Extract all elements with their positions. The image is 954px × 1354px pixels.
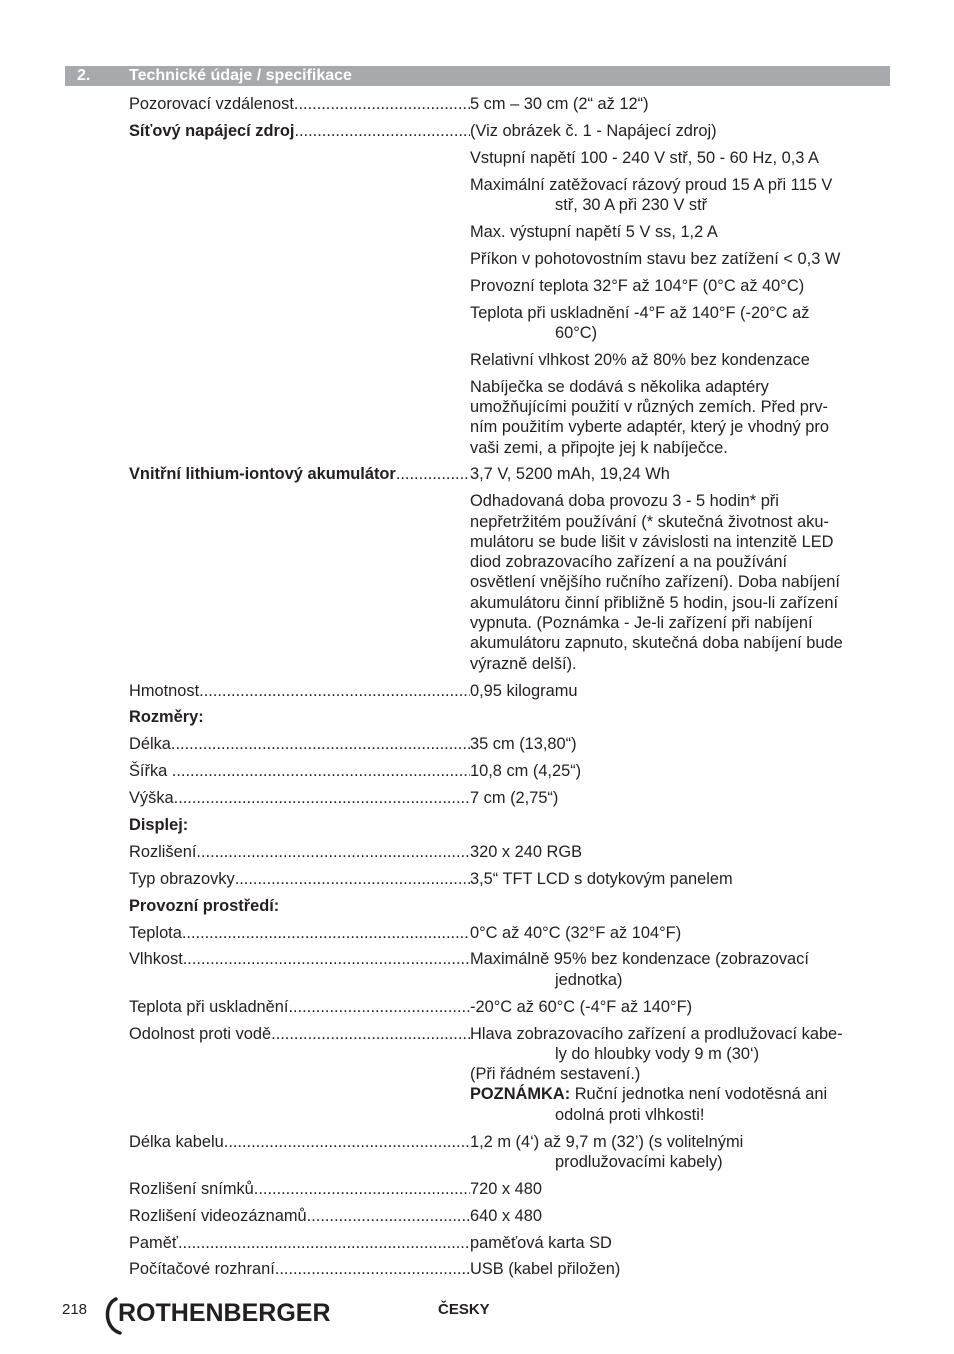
- spec-row-rozliseni: [129, 842, 891, 862]
- spec-label: Pozorovací vzdálenost: [129, 95, 294, 113]
- spec-row-hmotnost: [129, 681, 891, 701]
- section-heading-rozmery: Rozměry:: [129, 708, 204, 727]
- spec-label: Šířka .: [129, 762, 177, 781]
- spec-label: Typ obrazovky: [129, 869, 235, 888]
- spec-label: Teplota: [129, 923, 182, 942]
- spec-value-cont: prodlužovacími kabely): [555, 1152, 723, 1171]
- spec-row-teplota: [129, 923, 891, 943]
- spec-row-rozliseni-snimku: [129, 1179, 891, 1199]
- spec-row-delka: [129, 734, 891, 754]
- spec-label: Délka kabelu: [129, 1132, 224, 1151]
- spec-row-sitovy: [129, 121, 891, 458]
- spec-label: Vnitřní lithium-iontový akumulátor: [129, 465, 396, 484]
- spec-value: -20°C až 60°C (-4°F až 140°F): [470, 997, 693, 1016]
- warning-note: [470, 1084, 891, 1104]
- spec-value: USB (kabel přiložen): [470, 1260, 621, 1279]
- spec-row-vlhkost: [129, 949, 891, 990]
- spec-row-vyska: [129, 788, 891, 808]
- spec-label: Teplota při uskladnění: [129, 997, 289, 1016]
- spec-row-odolnost: [129, 1024, 891, 1125]
- spec-label: Paměť: [129, 1233, 178, 1252]
- note-text: Ruční jednotka není vodotěsná ani: [570, 1085, 828, 1104]
- spec-value: 720 x 480: [470, 1179, 542, 1198]
- spec-value: paměťová karta SD: [470, 1233, 612, 1252]
- spec-label: Vlhkost: [129, 950, 183, 969]
- spec-label: Síťový napájecí zdroj: [129, 121, 295, 140]
- sub-item: Vstupní napětí 100 - 240 V stř, 50 - 60 Hz, 0,3 A: [470, 148, 819, 167]
- spec-value-cont: jednotka): [555, 970, 623, 989]
- spec-value: 3,7 V, 5200 mAh, 19,24 Wh: [470, 465, 670, 484]
- spec-row-pozorovaci: [129, 94, 891, 114]
- spec-label: Rozlišení: [129, 842, 197, 861]
- spec-value: 7 cm (2,75“): [470, 789, 559, 808]
- spec-row-teplota-uskladneni: [129, 997, 891, 1017]
- sub-item: Teplota při uskladnění -4°F až 140°F (-20°C až 60°C): [470, 303, 810, 342]
- brand-name: ROTHENBERGER: [118, 1299, 331, 1327]
- spec-value: 0°C až 40°C (32°F až 104°F): [470, 923, 682, 942]
- spec-value-cont: ly do hloubky vody 9 m (30‘): [555, 1044, 760, 1063]
- spec-row-rozliseni-video: [129, 1206, 891, 1226]
- page-number: 218: [62, 1301, 88, 1318]
- sub-item: Provozní teplota 32°F až 104°F (0°C až 40°C): [470, 276, 805, 295]
- spec-value: 10,8 cm (4,25“): [470, 762, 582, 781]
- spec-value: 35 cm (13,80“): [470, 735, 577, 754]
- spec-value: Hlava zobrazovacího zařízení a prodlužovací kabe-: [470, 1024, 843, 1043]
- section-title: Technické údaje / specifikace: [129, 67, 352, 84]
- spec-label: Výška: [129, 789, 174, 808]
- spec-value: 1,2 m (4‘) až 9,7 m (32’) (s volitelnými: [470, 1132, 744, 1151]
- spec-value: 640 x 480: [470, 1206, 542, 1225]
- sub-item: Příkon v pohotovostním stavu bez zatížení < 0,3 W: [470, 249, 841, 268]
- spec-label: Rozlišení videozáznamů: [129, 1206, 307, 1225]
- spec-value: 0,95 kilogramu: [470, 681, 578, 700]
- spec-row-akumulator: [129, 464, 891, 674]
- spec-value: 3,5“ TFT LCD s dotykovým panelem: [470, 869, 733, 888]
- spec-label: Hmotnost: [129, 681, 200, 700]
- spec-value: 320 x 240 RGB: [470, 842, 583, 861]
- spec-row-typ-obrazovky: [129, 869, 891, 889]
- spec-value: (Viz obrázek č. 1 - Napájecí zdroj): [470, 121, 717, 140]
- spec-row-delka-kabelu: [129, 1132, 891, 1173]
- sub-item: Max. výstupní napětí 5 V ss, 1,2 A: [470, 222, 718, 241]
- spec-label: Rozlišení snímků: [129, 1179, 254, 1198]
- note-label: POZNÁMKA:: [470, 1085, 571, 1104]
- section-header: [65, 66, 890, 86]
- spec-value-note: (Při řádném sestavení.): [470, 1065, 641, 1084]
- section-heading-displej: Displej:: [129, 816, 189, 834]
- spec-row-pamet: [129, 1233, 891, 1253]
- page-footer: [0, 1296, 954, 1336]
- adapter-paragraph: Nabíječka se dodává s několika adaptéry umožňujícími použití v různých zemích. Před prv- ním použitím vyberte adaptér, který je vhodný pro vaši zemi, a připojte jej k nabíječce.: [470, 377, 829, 457]
- spec-row-sirka: [129, 761, 891, 781]
- sub-item: Maximální zatěžovací rázový proud 15 A při 115 V stř, 30 A při 230 V stř: [470, 175, 833, 214]
- spec-list: [129, 94, 891, 1286]
- battery-paragraph: Odhadovaná doba provozu 3 - 5 hodin* při nepřetržitém používání (* skutečná životnost aku- mulátoru se bude lišit v závislosti na intenzitě LED diod zobrazovacího zařízení a na používání osvětlení vnějšího ručního zařízení). Doba nabíjení akumulátoru činní přibližně 5 hodin, jsou-li zařízení vypnuta. (Poznámka - Je-li zařízení při nabíjení akumulátoru zapnuto, skutečná doba nabíjení bude výrazně delší).: [470, 492, 843, 673]
- section-number: 2.: [77, 67, 91, 84]
- spec-value: 5 cm – 30 cm (2“ až 12“): [470, 95, 649, 113]
- spec-row-rozhrani: [129, 1259, 891, 1279]
- spec-label: Délka: [129, 735, 171, 754]
- sub-item: Relativní vlhkost 20% až 80% bez kondenzace: [470, 350, 810, 369]
- spec-label: Odolnost proti vodě: [129, 1024, 272, 1043]
- note-text-cont: odolná proti vlhkosti!: [555, 1105, 705, 1124]
- section-heading-prostredi: Provozní prostředí:: [129, 896, 280, 915]
- spec-value: Maximálně 95% bez kondenzace (zobrazovací: [470, 950, 809, 969]
- spec-label: Počítačové rozhraní: [129, 1260, 275, 1279]
- brand-logo: [102, 1296, 352, 1336]
- language-label: ČESKY: [438, 1301, 490, 1318]
